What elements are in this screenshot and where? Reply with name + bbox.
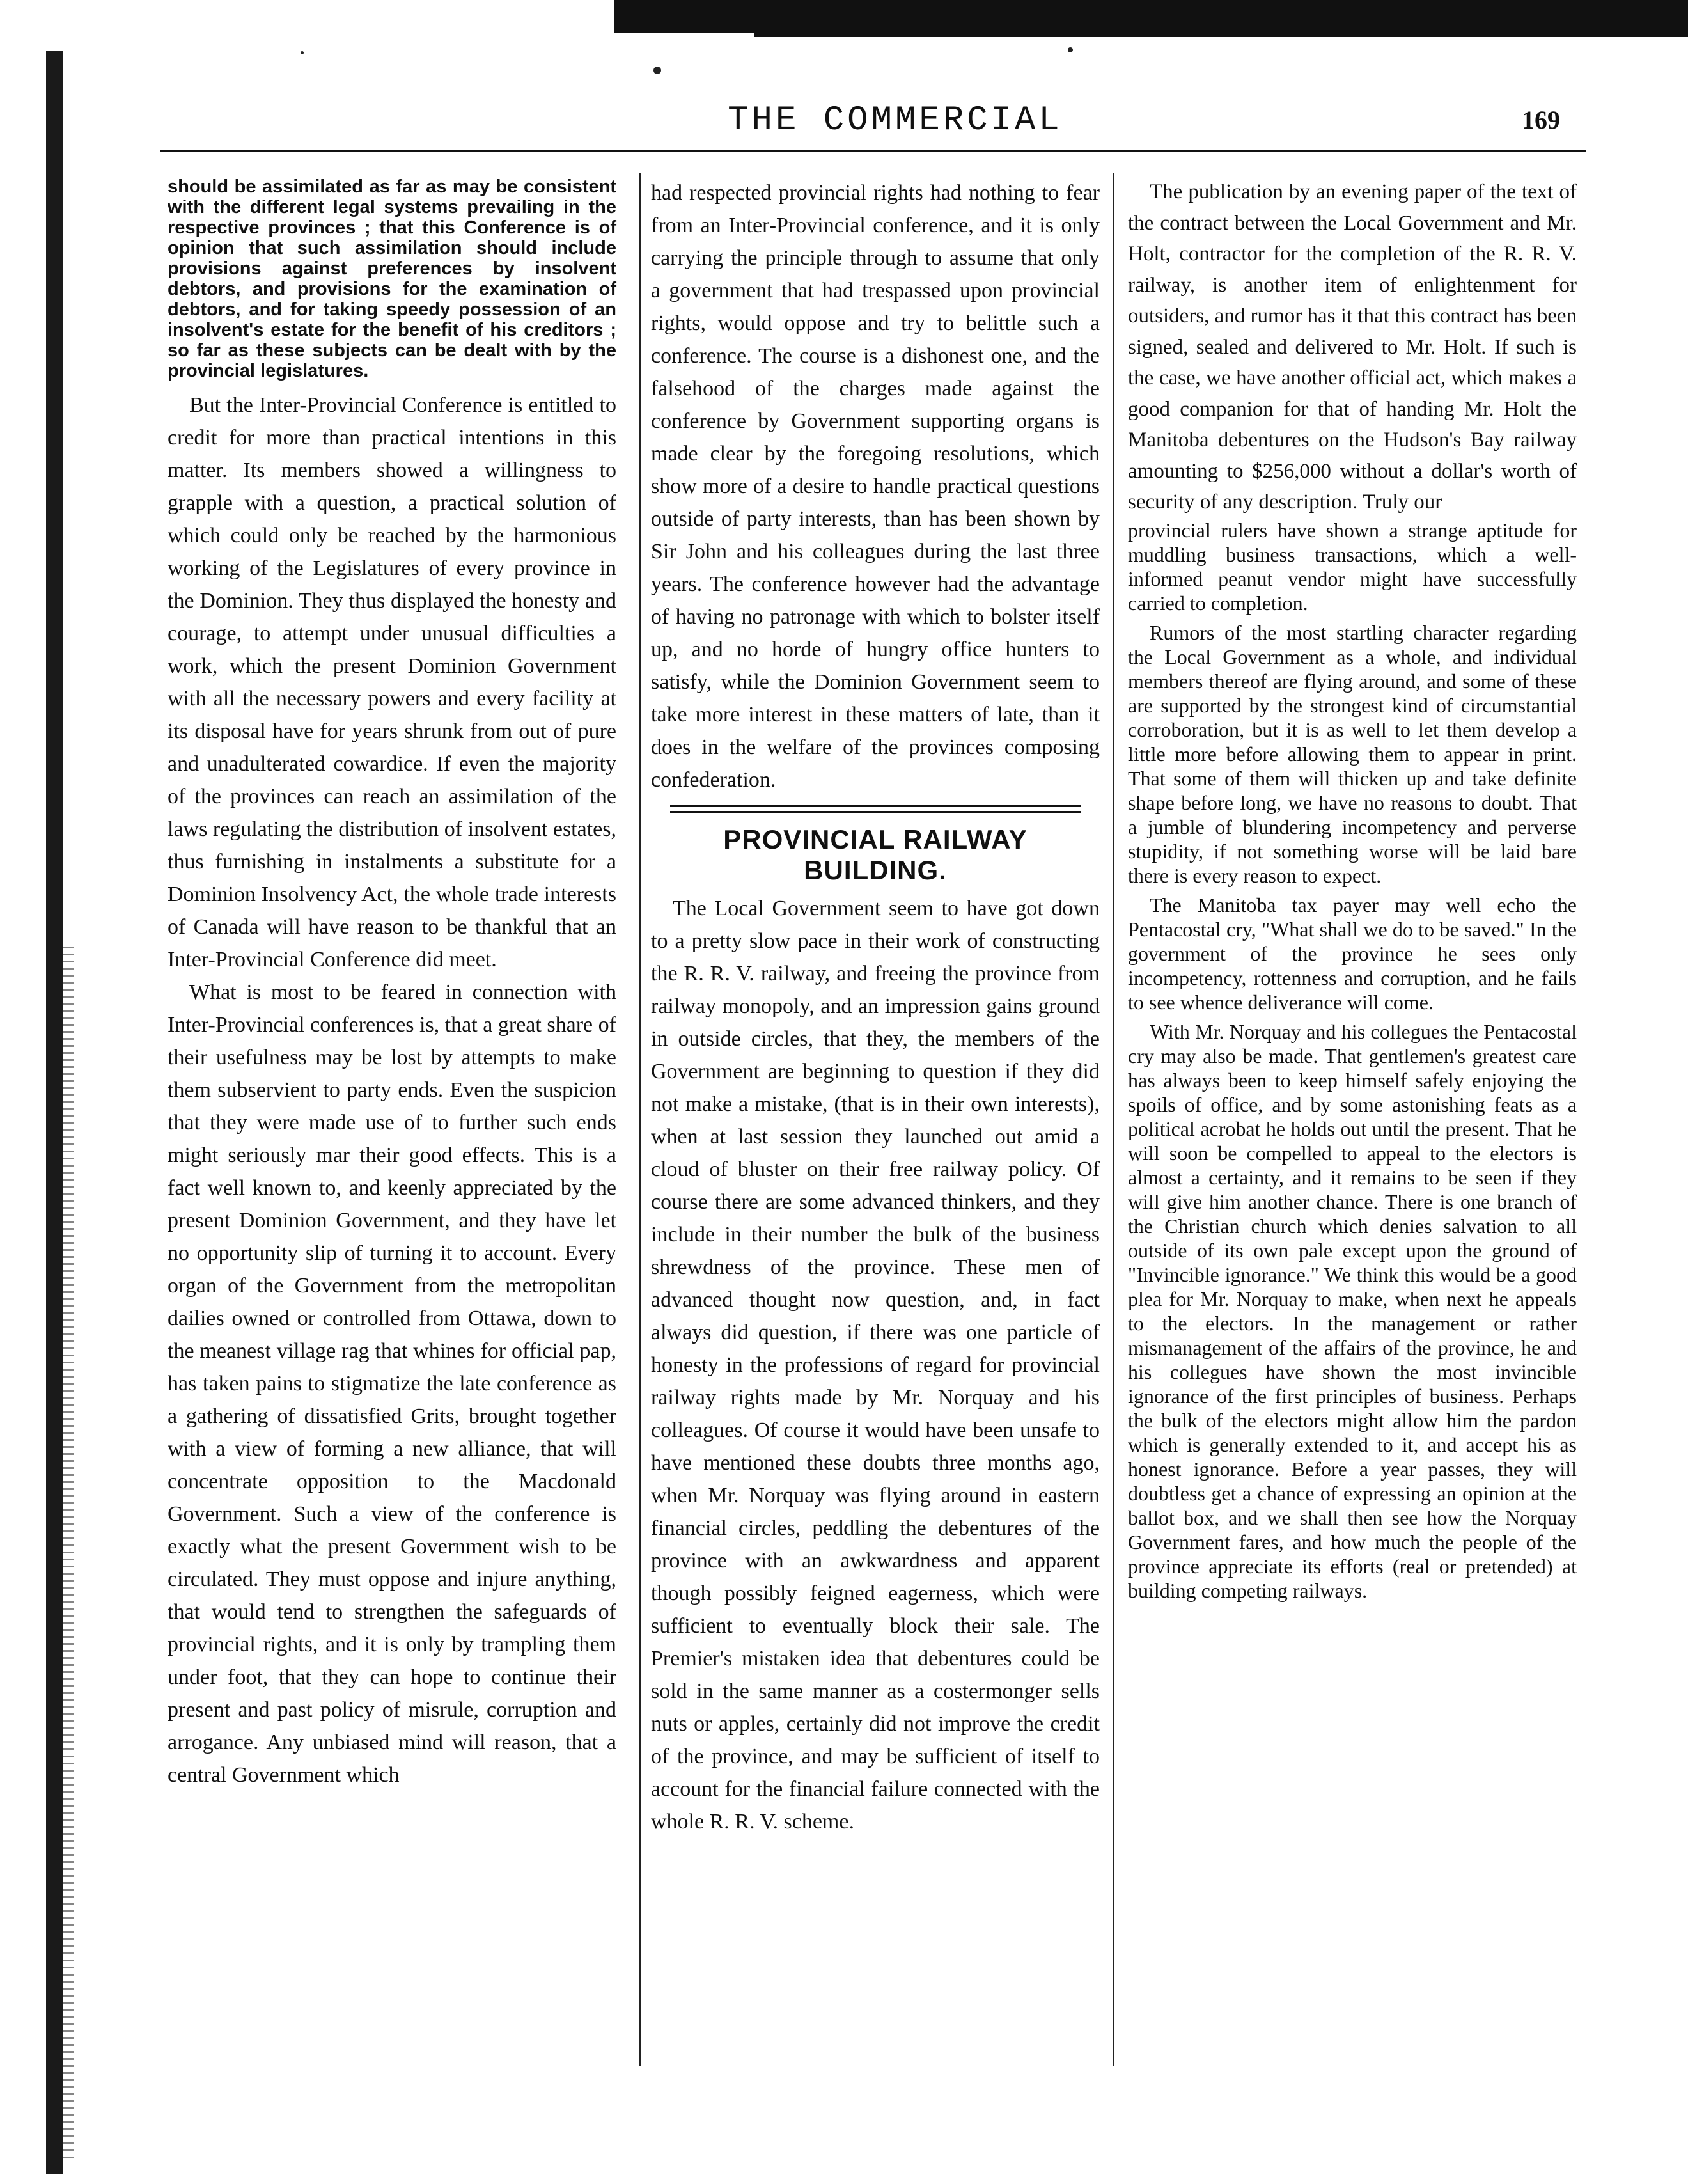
- scan-speck: [653, 67, 661, 74]
- page-number: 169: [1522, 106, 1560, 134]
- masthead-rule: [160, 150, 1586, 152]
- scan-speck: [1068, 47, 1073, 52]
- heading-rule: [670, 811, 1081, 813]
- scan-speck: [301, 51, 304, 54]
- column-divider: [1113, 173, 1114, 2066]
- column-3: [1128, 177, 1577, 1603]
- article-paragraph-continued: provincial rulers have shown a strange aptitude for muddling business transactions, which a well-informed peanut vendor might have successfully carried to completion.: [1128, 518, 1577, 615]
- article-paragraph: The Manitoba tax payer may well echo the Pentacostal cry, "What shall we do to be saved." In the government of the province he sees only incompetency, rottenness and corruption, and he fails to see whence deliverance will come.: [1128, 893, 1577, 1014]
- article-paragraph: What is most to be feared in connection with Inter-Provincial conferences is, that a great share of their usefulness may be lost by attempts to make them subservient to party ends. Even the suspicion that they were made use of to further such ends might seriously mar their good effects. This is a fact well known to, and keenly appreciated by the present Dominion Government, and they have let no opportunity slip of turning it to account. Every organ of the Government from the metropolitan dailies owned or controlled from Ottawa, down to the meanest village rag that whines for official pap, has taken pains to stigmatize the late conference as a gathering of dissatisfied Grits, brought together with a view of forming a new alliance, that will concentrate opposition to the Macdonald Government. Such a view of the conference is exactly what the present Government wish to be circulated. They must oppose and injure anything, that would tend to strengthen the safeguards of provincial rights, and it is only by trampling them under foot, that they can hope to continue their present and past policy of misrule, corruption and arrogance. Any unbiased mind will reason, that a central Government which: [168, 980, 616, 1787]
- article-heading: PROVINCIAL RAILWAY BUILDING.: [723, 824, 1028, 885]
- article-paragraph: The publication by an evening paper of the text of the contract between the Local Government and Mr. Holt, contractor for the completion of the R. R. V. railway, is another item of enlightenment for outsiders, and rumor has it that this contract has been signed, sealed and delivered to Mr. Holt. If such is the case, we have another official act, which makes a good companion for that of handing Mr. Holt the Manitoba debentures on the Hudson's Bay railway amounting to $256,000 without a dollar's worth of security of any description. Truly our: [1128, 180, 1577, 514]
- article-paragraph: With Mr. Norquay and his collegues the Pentacostal cry may also be made. That gentlemen's greatest care has always been to keep himself safely enjoying the spoils of office, and by some astonishing feats as a political acrobat he holds out until the present. That he will soon be compelled to appeal to the electors is almost a certainty, and it remains to be seen if they will give him another chance. There is one branch of the Christian church which denies salvation to all outside of its own pale except upon the ground of "Invincible ignorance." We think this would be a good plea for Mr. Norquay to make, when next he appeals to the electors. In the management or rather mismanagement of the affairs of the province, he and his collegues have shown the most invincible ignorance of the first principles of business. Perhaps the bulk of the electors might allow him the pardon which is generally extended to it, and accept his as honest ignorance. Before a year passes, they will doubtless get a chance of expressing an opinion at the ballot box, and we shall then see how the Norquay Government fares, and how much the people of the province appreciate its efforts (real or pretended) at building competing railways.: [1128, 1019, 1577, 1602]
- article-paragraph: But the Inter-Provincial Conference is entitled to credit for more than practical intentions in this matter. Its members showed a willingness to grapple with a question, a practical solution of which could only be reached by the harmonious working of the Legislatures of every province in the Dominion. They thus displayed the honesty and courage, to attempt under unusual difficulties a work, which the present Dominion Government with all the necessary powers and every facility at its disposal have for years shrunk from out of pure and unadulterated cowardice. If even the majority of the provinces can reach an assimilation of the laws regulating the distribution of insolvent estates, thus furnishing in instalments a substitute for a Dominion Insolvency Act, the whole trade interests of Canada will have reason to be thankful that an Inter-Provincial Conference did meet.: [168, 393, 616, 971]
- column-2: [651, 177, 1100, 1838]
- article-paragraph: Rumors of the most startling character regarding the Local Government as a whole, and individual members thereof are flying around, and some of these are supported by the strongest kind of circumstantial corroboration, but it is as well to let them develop a little more before allowing them to appear in print. That some of them will thicken up and take definite shape before long, we have no reasons to doubt. That a jumble of blundering incompetency and perverse stupidity, if not something worse will be laid bare there is every reason to expect.: [1128, 620, 1577, 887]
- heading-rule: [670, 805, 1081, 807]
- column-divider: [639, 173, 641, 2066]
- article-paragraph: The Local Government seem to have got down to a pretty slow pace in their work of constructing the R. R. V. railway, and freeing the province from railway monopoly, and an impression gains ground in outside circles, that they, the members of the Government are beginning to question if they did not make a mistake, (that is in their own interests), when at last session they launched out amid a cloud of bluster on their free railway policy. Of course there are some advanced thinkers, and they include in their number the bulk of the business shrewdness of the province. These men of advanced thought now question, and, in fact always did question, if there was one particle of honesty in the professions of regard for provincial railway rights made by Mr. Norquay and his colleagues. Of course it would have been unsafe to have mentioned these doubts three months ago, when Mr. Norquay was flying around in eastern financial circles, peddling the debentures of the province with an awkwardness and apparent though possibly feigned eagerness, which were sufficient to eventually block their sale. The Premier's mistaken idea that debentures could be sold in the same manner as a costermonger sells nuts or apples, certainly did not improve the credit of the province, and may be sufficient of itself to account for the financial failure connected with the whole R. R. V. scheme.: [651, 897, 1100, 1834]
- scan-edge-specks: [63, 947, 74, 2162]
- resolution-text: should be assimilated as far as may be consistent with the different legal systems prevailing in the respective provinces ; that this Conference is of opinion that such assimilation should include provisions against preferences by insolvent debtors, and provisions for the examination of debtors, and for taking speedy possession of an insolvent's estate for the benefit of his creditors ; so far as these subjects can be dealt with by the provincial legislatures.: [168, 177, 616, 381]
- scan-binding-edge: [46, 51, 63, 2174]
- column-1: [168, 177, 616, 1791]
- scan-top-bar-tail: [754, 33, 1688, 37]
- article-paragraph: had respected provincial rights had nothing to fear from an Inter-Provincial conference, and it is only carrying the principle through to assume that only a government that had trespassed upon provincial rights, would oppose and try to belittle such a conference. The course is a dishonest one, and the falsehood of the charges made against the conference by Government supporting organs is made clear by the foregoing resolutions, which show more of a desire to handle practical questions outside of party interests, than has been shown by Sir John and his colleagues during the last three years. The conference however had the advantage of having no patronage with which to bolster itself up, and no horde of hungry office hunters to satisfy, while the Dominion Government seem to take more interest in these matters of late, than it does in the welfare of the provinces composing confederation.: [651, 181, 1100, 792]
- publication-title: THE COMMERCIAL: [728, 101, 1063, 140]
- scan-top-bar: [614, 0, 1688, 33]
- masthead: [0, 101, 1688, 152]
